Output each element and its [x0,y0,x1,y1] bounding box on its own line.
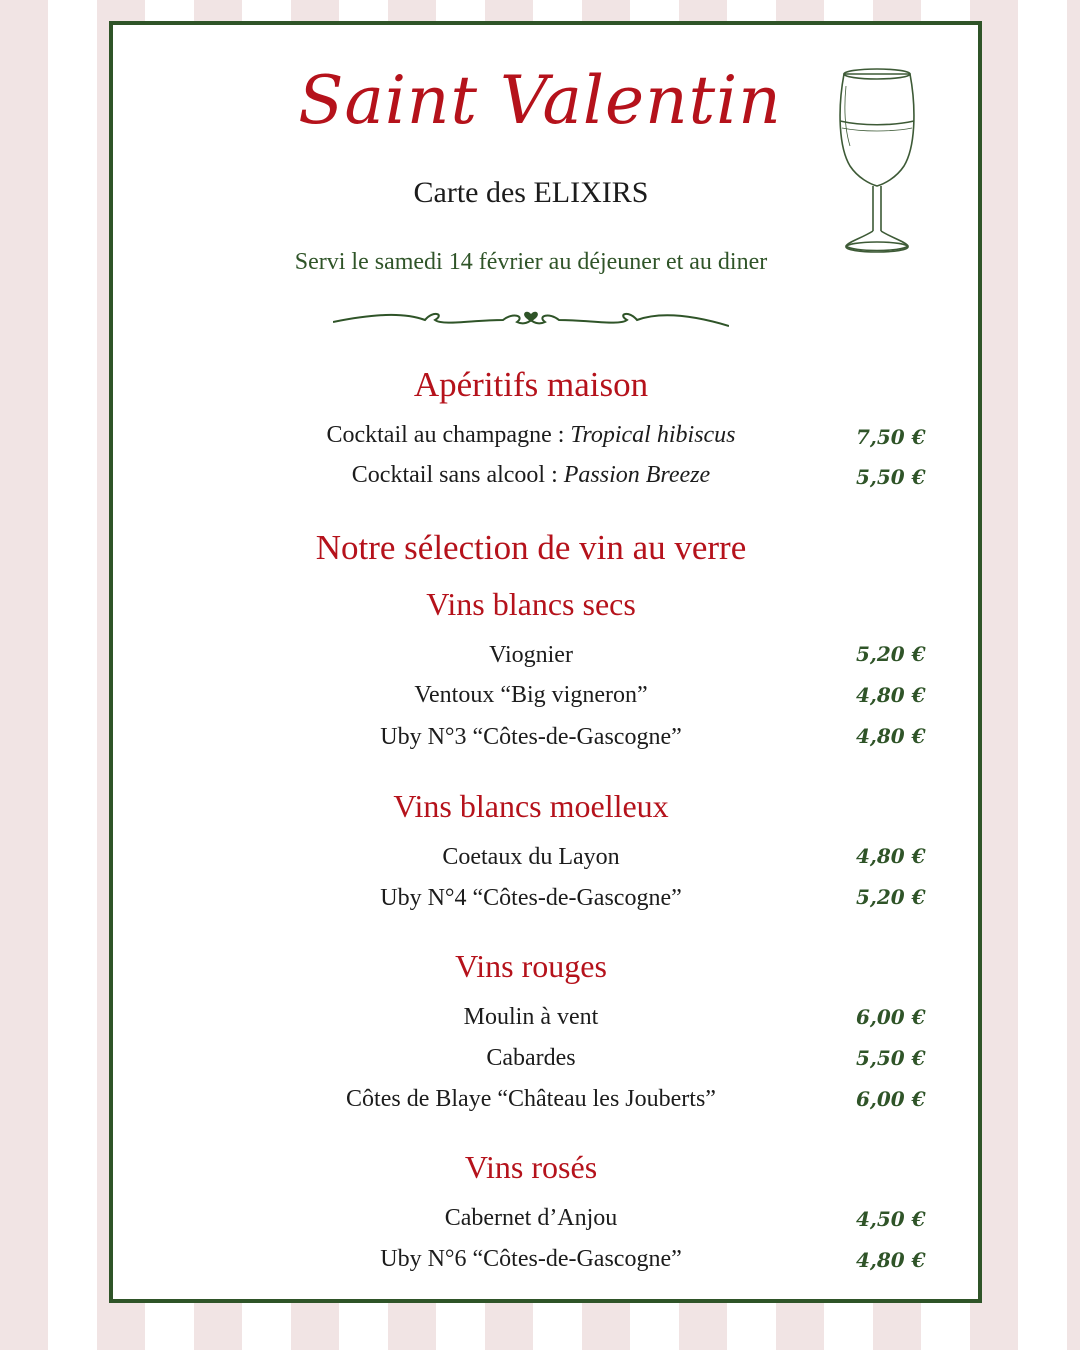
item-price: 7,50 € [856,425,926,449]
item-price: 6,00 € [856,1087,926,1111]
wine-glass-icon [832,66,922,261]
item-price: 5,50 € [856,1046,926,1070]
item-price: 4,80 € [856,683,926,707]
page-title: Saint Valentin [298,62,782,139]
menu-item: Viognier [489,642,573,668]
service-info: Servi le samedi 14 février au déjeuner et au diner [294,249,768,275]
item-price: 4,80 € [856,1248,926,1272]
subsection-title: Vins blancs moelleux [393,788,669,824]
item-price: 6,00 € [856,1005,926,1029]
item-price: 4,80 € [856,724,926,748]
menu-item: Uby N°3 “Côtes-de-Gascogne” [380,724,682,750]
menu-item: Uby N°6 “Côtes-de-Gascogne” [380,1246,682,1272]
menu-item: Côtes de Blaye “Château les Jouberts” [346,1086,716,1112]
section-title-aperitifs: Apéritifs maison [413,365,649,404]
menu-item: Cocktail sans alcool : Passion Breeze [351,462,711,488]
item-price: 5,20 € [856,885,926,909]
menu-item: Ventoux “Big vigneron” [414,682,648,708]
menu-item: Cocktail au champagne : Tropical hibiscus [326,422,736,448]
item-price: 4,80 € [856,844,926,868]
item-price: 4,50 € [856,1207,926,1231]
menu-item: Coetaux du Layon [442,844,620,870]
subsection-title: Vins blancs secs [426,586,636,622]
item-price: 5,50 € [856,465,926,489]
section-title-wines: Notre sélection de vin au verre [315,528,747,567]
ornament-divider [333,300,729,340]
subsection-title: Vins rouges [455,948,607,984]
menu-item: Cabardes [486,1045,576,1071]
menu-item: Moulin à vent [463,1004,599,1030]
menu-subtitle: Carte des ELIXIRS [413,176,649,209]
menu-item: Cabernet d’Anjou [444,1205,618,1231]
subsection-title: Vins rosés [464,1149,598,1185]
menu-item: Uby N°4 “Côtes-de-Gascogne” [380,885,682,911]
item-price: 5,20 € [856,642,926,666]
